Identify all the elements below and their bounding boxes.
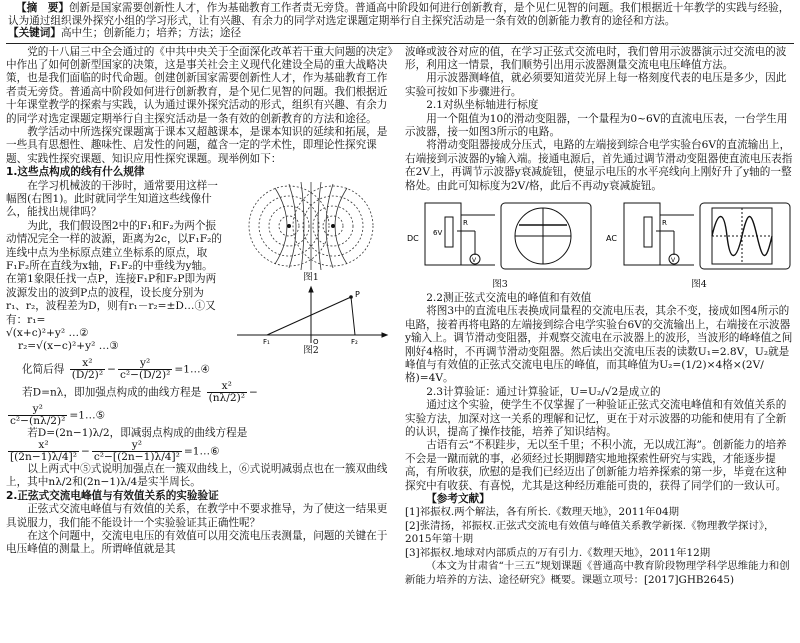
right-column (405, 46, 794, 587)
eq4-num-2: y² (118, 358, 172, 370)
section-2-paragraph-2: 在这个问题中，交流电电压的有效值可以用交流电压表测量，问题的关键在于电压峰值的测量上。所谓峰值就是其 (6, 530, 388, 556)
interference-pattern-figure (227, 180, 395, 272)
eq6-num-2: y² (92, 440, 182, 452)
subsection-2-1-heading: 2.1对纵坐标轴进行标度 (426, 99, 539, 112)
ac-r-label: R (662, 218, 667, 227)
right-paragraph-1: 波峰或波谷对应的值，在学习正弦式交流电时，我们曾用示波器演示过交流电的波形，利用这一情景，我们顺势引出用示波器测量交流电电压峰值方法。 (405, 45, 787, 71)
dc-6v-label: 6V (433, 228, 443, 237)
right-paragraph-4: 将滑动变阻器接成分压式，电路的左端接到综合电学实验台6V的直流输出上，右端接到示波器的y输入端。接通电源后，首先通过调节滑动变阻器使直流电压表指在2V上，再调节示波器y衰减旋钮，使显示电压的水平亮线向上刚好升了y轴的一整格处。由此可知标度为2V/格，此后不再动y衰减旋钮。 (405, 139, 793, 192)
condition-2-text: 若D=(2n−1)λ/2，即减弱点构成的曲线方程是 (27, 426, 248, 439)
svg-text:P: P (355, 289, 360, 299)
reference-1: [1]祁振权.两个解法，各有所长.《数理天地》，2011年04期 (405, 506, 679, 519)
eq4-num-1: x² (70, 358, 105, 370)
subsection-2-2-heading: 2.2测正弦式交流电的峰值和有效值 (426, 291, 592, 304)
section-1-heading: 1.这些点构成的线有什么规律 (6, 166, 145, 179)
subsection-2-3-heading: 2.3计算验证：通过计算验证，U=U₂/√2是成立的 (426, 385, 661, 398)
right-paragraph-2: 用示波器测峰值，就必须要知道荧光屏上每一格刻度代表的电压是多少，因此实验可按如下步骤进行。 (405, 72, 787, 98)
eq4-tail: =1…④ (174, 363, 211, 376)
left-column (6, 46, 395, 587)
section-2-paragraph-1: 正弦式交流电峰值与有效值的关系，在教学中不要求推导，为了使这一结果更具说服力，我们能不能设计一个实验验证其正确性呢？ (6, 503, 388, 529)
equation-6: $\frac{\text{x²}}{\text{[(2n−1)λ/4]²}}$ − $\frac{\text{y²}}{\text{c²−[(2n−1)λ/4]²}}$ =1…⑥ (10, 438, 220, 463)
intro-paragraph-2: 教学活动中所选探究课题寓于课本又超越课本，是课本知识的延续和拓展，是一些具有思想性、趣味性、启发性的问题，蕴含一定的学术性，即理论性探究课题、实践性探究课题、知识应用性探究课题。现举例如下： (6, 125, 388, 165)
svg-text:F₁: F₁ (263, 337, 270, 345)
figure-2-caption: 图2 (303, 344, 319, 356)
dc-r-label: R (463, 218, 468, 227)
right-paragraph-5: 将图3中的直流电压表换成同量程的交流电压表，其余不变，接成如图4所示的电路，接着再将电路的左端接到综合电学实验台6V的交流输出上，右端接在示波器y输入上。调节滑动变阻器，并观察交流电在示波器上的波形，当波形的峰峰值之间刚好4格时，不再调节滑动变阻器。然后读出交流电压表的读数U₁=2.8V，U₂就是峰值与有效值的正弦式交流电电压的峰值，而其峰值为U₂=(1/2)×4格×(2V/格)=4V。 (405, 305, 793, 385)
right-paragraph-6: 通过这个实验，使学生不仅掌握了一种验证正弦式交流电峰值和有效值关系的实验方法，加深对这一关系的理解和记忆，更在于对示波器的功能和使用有了全新的认识，提高了操作技能，培养了知识结构。 (405, 399, 787, 439)
section-1-paragraph-2: 为此，我们假设图2中的F₁和F₂为两个振动情况完全一样的波源，距离为2c，以F₁F₂的连线中点为坐标原点建立坐标系的原点，取F₁F₂所在直线为x轴，F₁F₂的中垂线为y轴。在第1象限任找一点P，连接F₁P和F₂P即为两波源发出的波到P点的波程，设长度分别为r₁、r₂，波程差为D，则有r₁－r₂=±D…①又有：r₁= (6, 219, 222, 326)
figures-3-4 (405, 195, 794, 290)
eq4-den-1: (D/2)² (71, 368, 104, 381)
abstract-label: 【摘 要】 (16, 2, 69, 14)
dc-label: DC (407, 233, 419, 243)
section-2-heading: 2.正弦式交流电峰值与有效值关系的实验验证 (6, 489, 219, 502)
figure-4-caption: 图4 (691, 278, 707, 290)
abstract-block (6, 2, 794, 40)
eq6-den-1: [(2n−1)λ/4]² (10, 450, 77, 463)
equation-2: √(x+c)²+y² …② (6, 327, 89, 340)
eq5-num-2: y² (8, 404, 67, 416)
equation-4: 化简后得 $\frac{\text{x²}}{\text{(D/2)²}}$ − $\frac{\text{y²}}{\text{c²−(D/2)²}}$ =1…④ (22, 356, 211, 381)
dc-circuit-diagram (405, 195, 595, 279)
header-rule (6, 43, 794, 44)
intro-paragraph-1: 党的十八届三中全会通过的《中共中央关于全面深化改革若干重大问题的决定》中作出了如何创新型国家的决策，这是事关社会主义现代化建设全局的重大战略决策，也是我们面临的时代命题。创建创新国家需要创新性人才，作为基础教育工作者责无旁贷。普通高中阶段如何进行创新教育，是个见仁见智的问题。我们根据近十年课堂教学的探索与实践，认为通过课外探究活动的形式，组织有兴趣、有余力的同学对选定课题定期举行自主探究活动是一条有效的创新教育的方法和途径。 (6, 45, 393, 125)
figure-1-caption: 图1 (303, 271, 319, 283)
right-paragraph-7: 古语有云“不积跬步，无以至千里；不积小流，无以成江海”。创新能力的培养不会是一蹴而就的事，必须经过长期脚踏实地地探索性研究与实践，才能逐步提高，有所收获，欣慰的是我们已经迈出了创新能力培养探索的第一步，毕竟在这种探究中有收获、有喜悦，尤其是这种经历难能可贵的，获得了同学们的一致认可。 (405, 439, 787, 492)
wave-path-geometry-figure (227, 283, 395, 345)
figure-3 (405, 195, 595, 290)
keywords-text: 高中生；创新能力；培养；方法；途径 (60, 27, 242, 39)
ac-voltmeter-label: V (671, 256, 676, 264)
equation-5: 若D=nλ，即加强点构成的曲线方程是 $\frac{\text{x²}}{\text{(nλ/2)²}}$ − (22, 379, 258, 404)
references-heading: 【参考文献】 (426, 493, 490, 506)
condition-1-text: 若D=nλ，即加强点构成的曲线方程是 (22, 386, 202, 399)
figure-3-caption: 图3 (492, 278, 508, 290)
eq5-den-2: c²−(nλ/2)² (10, 414, 66, 427)
figure-4 (604, 195, 794, 290)
eq5-den-1: (nλ/2)² (208, 391, 245, 404)
ac-circuit-diagram (604, 195, 794, 279)
right-paragraph-3: 用一个阻值为10的滑动变阻器，一个量程为0~6V的直流电压表，一台学生用示波器，接一如图3所示的电路。 (405, 112, 788, 138)
eq5-tail: =1…⑤ (69, 409, 106, 422)
abstract-text: 创新是国家需要创新性人才，作为基础教育工作者责无旁贷。普通高中阶段如何进行创新教育，是个见仁见智的问题。我们根据近十年教学的实践与经验，认为通过组织课外探究小组的学习形式，让有兴趣、有余力的同学对选定课题定期举行自主探究活动是一条有效的创新能力教育的途径和方法。 (8, 2, 790, 27)
keywords-label: 【关键词】 (8, 27, 61, 39)
eq4-den-2: c²−(D/2)² (119, 368, 171, 381)
svg-text:F₂: F₂ (351, 337, 358, 345)
eq6-den-2: c²−[(2n−1)λ/4]² (93, 450, 180, 463)
reference-3: [3]祁振权.地球对内部质点的万有引力.《数理天地》，2011年12期 (405, 546, 711, 559)
simplify-label: 化简后得 (22, 363, 65, 376)
dc-voltmeter-label: V (472, 256, 477, 264)
reference-2: [2]张清扬，祁振权.正弦式交流电有效值与峰值关系教学新探.《物理教学探讨》，2015年第十期 (405, 519, 775, 546)
section-1-paragraph-1: 在学习机械波的干涉时，通常要用这样一幅图(右图1)。此时就同学生知道这些线像什么，能找出规律吗？ (6, 179, 218, 219)
equation-3: r₂=√(x−c)²+y² …③ (18, 340, 119, 353)
ac-label: AC (606, 233, 617, 243)
eq5-num-1: x² (207, 381, 247, 393)
figures-1-2 (227, 180, 395, 356)
svg-text:O: O (313, 337, 319, 345)
equation-5-cont (6, 404, 395, 427)
funding-note: （本文为甘肃省“十三五”规划课题《普通高中教育阶段物理学科学思维能力和创新能力培养的方法、途径研究》概要。课题立项号：[2017]GHB2645) (405, 560, 790, 586)
section-1-conclusion: 以上两式中⑤式说明加强点在一簇双曲线上，⑥式说明减弱点也在一簇双曲线上，其中nλ/2和(2n−1)λ/4是实半周长。 (6, 462, 388, 489)
eq6-tail: =1…⑥ (183, 445, 220, 458)
eq6-num-1: x² (8, 440, 79, 452)
